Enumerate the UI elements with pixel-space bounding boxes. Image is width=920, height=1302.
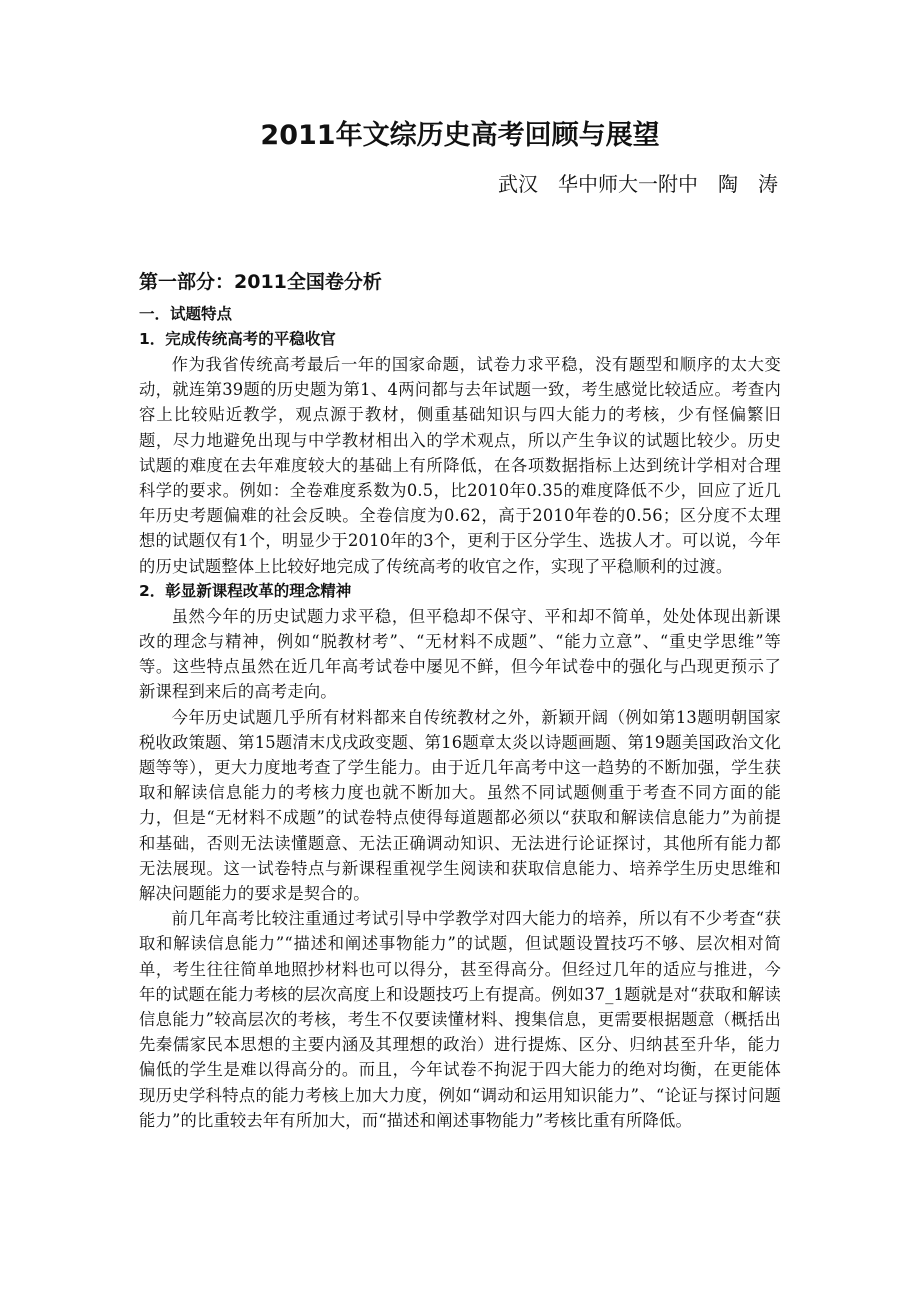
section-heading: 一．试题特点 (139, 305, 233, 323)
paragraph-4: 前几年高考比较注重通过考试引导中学教学对四大能力的培养，所以有不少考查“获取和解读信息能力”“描述和阐述事物能力”的试题，但试题设置技巧不够、层次相对简单，考生往往简单地照抄材料也可以得分，甚至得高分。但经过几年的适应与推进，今年的试题在能力考核的层次高度上和设题技巧上有提高。例如37_1题就是对“获取和解读信息能力”较高层次的考核，考生不仅要读懂材料、搜集信息，更需要根据题意（概括出先秦儒家民本思想的主要内涵及其理想的政治）进行提炼、区分、归纳甚至升华，能力偏低的学生是难以得高分的。而且，今年试卷不拘泥于四大能力的绝对均衡，在更能体现历史学科特点的能力考核上加大力度，例如“调动和运用知识能力”、“论证与探讨问题能力”的比重较去年有所加大，而“描述和阐述事物能力”考核比重有所降低。 (139, 909, 781, 1130)
document-title: 2011年文综历史高考回顾与展望 (260, 120, 660, 151)
subsection-heading-2: 2．彰显新课程改革的理念精神 (139, 581, 352, 600)
part-title: 第一部分：2011全国卷分析 (139, 271, 382, 293)
paragraph-2: 虽然今年的历史试题力求平稳，但平稳却不保守、平和却不简单，处处体现出新课改的理念与精神，例如“脱教材考”、“无材料不成题”、“能力立意”、“重史学思维”等等。这些特点虽然在近几年高考试卷中屡见不鲜，但今年试卷中的强化与凸现更预示了新课程到来后的高考走向。 (139, 606, 781, 702)
paragraph-1: 作为我省传统高考最后一年的国家命题，试卷力求平稳，没有题型和顺序的太大变动，就连第39题的历史题为第1、4两问都与去年试题一致，考生感觉比较适应。考查内容上比较贴近教学，观点源于教材，侧重基础知识与四大能力的考核，少有怪偏繁旧题，尽力地避免出现与中学教材相出入的学术观点，所以产生争议的试题比较少。历史试题的难度在去年难度较大的基础上有所降低，在各项数据指标上达到统计学相对合理科学的要求。例如：全卷难度系数为0.5，比2010年0.35的难度降低不少，回应了近几年历史考题偏难的社会反映。全卷信度为0.62，高于2010年卷的0.56；区分度不太理想的试题仅有1个，明显少于2010年的3个，更利于区分学生、选拔人才。可以说，今年的历史试题整体上比较好地完成了传统高考的收官之作，实现了平稳顺利的过渡。 (139, 355, 781, 576)
paragraph-3: 今年历史试题几乎所有材料都来自传统教材之外，新颖开阔（例如第13题明朝国家税收政策题、第15题清末戊戌政变题、第16题章太炎以诗题画题、第19题美国政治文化题等等），更大力度地考查了学生能力。由于近几年高考中这一趋势的不断加强，学生获取和解读信息能力的考核力度也就不断加大。虽然不同试题侧重于考查不同方面的能力，但是“无材料不成题”的试卷特点使得每道题都必须以“获取和解读信息能力”为前提和基础，否则无法读懂题意、无法正确调动知识、无法进行论证探讨，其他所有能力都无法展现。这一试卷特点与新课程重视学生阅读和获取信息能力、培养学生历史思维和解决问题能力的要求是契合的。 (139, 707, 781, 904)
author-byline: 武汉 华中师大一附中 陶 涛 (498, 172, 778, 196)
document-body (139, 262, 781, 1133)
subsection-heading-1: 1．完成传统高考的平稳收官 (139, 330, 336, 348)
